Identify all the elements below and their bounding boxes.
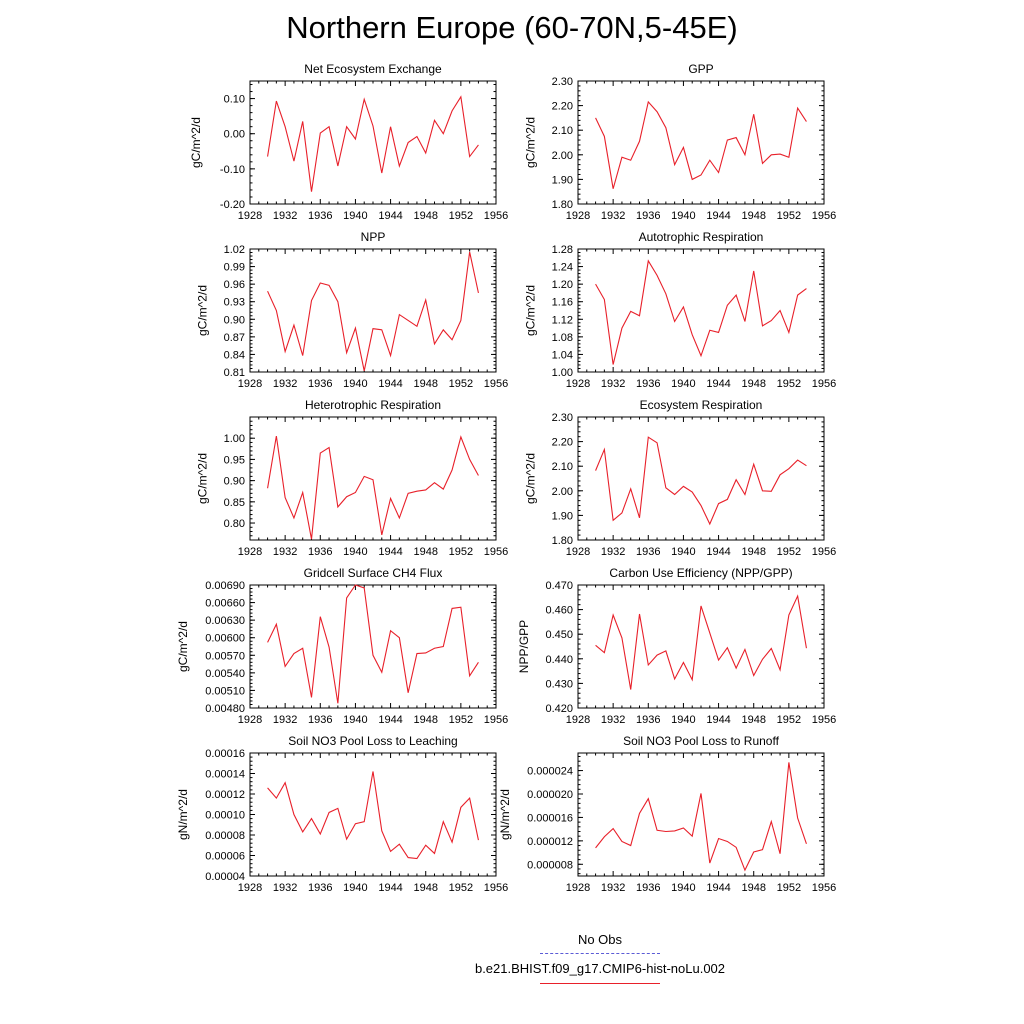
x-tick-label: 1932 (600, 882, 626, 894)
y-tick-label: 0.90 (223, 314, 245, 327)
y-axis-label: gC/m^2/d (176, 621, 191, 672)
y-tick-label: 1.00 (223, 433, 245, 446)
y-tick-label: 0.00600 (205, 632, 245, 645)
x-tick-label: 1952 (448, 546, 474, 558)
x-tick-label: 1956 (811, 882, 837, 894)
panel-title: Soil NO3 Pool Loss to Runoff (623, 734, 779, 748)
x-tick-label: 1936 (636, 882, 661, 894)
y-tick-label: 0.450 (545, 629, 573, 642)
x-tick-label: 1928 (565, 546, 591, 558)
x-tick-label: 1944 (706, 546, 731, 558)
x-tick-label: 1948 (413, 714, 438, 726)
x-tick-label: 1932 (272, 714, 298, 726)
x-tick-label: 1932 (272, 546, 298, 558)
x-tick-label: 1940 (343, 546, 368, 558)
x-tick-label: 1936 (308, 714, 333, 726)
y-tick-label: 0.84 (223, 349, 245, 362)
chart-panel-8 (517, 566, 836, 726)
y-axis-label: gC/m^2/d (523, 117, 538, 168)
x-tick-label: 1932 (600, 210, 626, 222)
x-tick-label: 1932 (600, 378, 626, 390)
legend-obs-line (540, 953, 660, 954)
x-tick-label: 1944 (706, 714, 731, 726)
y-tick-label: 0.000024 (527, 765, 573, 778)
x-tick-label: 1944 (378, 546, 403, 558)
y-tick-label: 0.00006 (205, 850, 245, 863)
y-tick-label: 0.440 (545, 653, 573, 666)
y-axis-label: gN/m^2/d (497, 789, 512, 840)
x-tick-label: 1956 (483, 714, 509, 726)
y-tick-label: 0.000008 (527, 859, 573, 872)
x-tick-label: 1956 (811, 546, 837, 558)
x-tick-label: 1928 (237, 210, 263, 222)
y-tick-label: 0.000012 (527, 835, 573, 848)
y-tick-label: 0.93 (223, 296, 245, 309)
x-tick-label: 1956 (483, 210, 509, 222)
chart-panel-7 (176, 566, 508, 726)
x-tick-label: 1948 (741, 714, 766, 726)
x-tick-label: 1940 (671, 378, 696, 390)
y-tick-label: 0.90 (223, 475, 245, 488)
y-tick-label: 2.10 (551, 125, 573, 138)
chart-panel-3 (195, 230, 508, 390)
x-tick-label: 1932 (600, 546, 626, 558)
y-tick-label: 1.80 (551, 199, 573, 211)
y-tick-label: 1.90 (551, 174, 573, 187)
panel-title: Soil NO3 Pool Loss to Leaching (288, 734, 458, 748)
y-tick-label: 0.460 (545, 604, 573, 617)
series-line (268, 771, 479, 858)
x-tick-label: 1944 (706, 882, 731, 894)
x-tick-label: 1928 (565, 378, 591, 390)
x-tick-label: 1936 (636, 714, 661, 726)
y-tick-label: 1.80 (551, 535, 573, 547)
y-tick-label: 1.28 (551, 244, 573, 256)
panel-title: Carbon Use Efficiency (NPP/GPP) (609, 566, 793, 580)
x-tick-label: 1952 (448, 714, 474, 726)
x-tick-label: 1952 (776, 882, 802, 894)
x-tick-label: 1952 (448, 882, 474, 894)
y-tick-label: 0.430 (545, 678, 573, 691)
y-tick-label: 0.80 (223, 518, 245, 531)
series-line (596, 102, 807, 189)
y-tick-label: 0.00690 (205, 580, 245, 592)
y-tick-label: 0.000020 (527, 789, 573, 801)
plot-frame (578, 81, 824, 204)
y-tick-label: 0.00570 (205, 650, 245, 663)
y-tick-label: 0.10 (223, 93, 245, 106)
y-tick-label: 2.00 (551, 485, 573, 498)
y-tick-label: 1.24 (551, 261, 573, 274)
x-tick-label: 1936 (636, 546, 661, 558)
x-tick-label: 1948 (741, 882, 766, 894)
x-tick-label: 1944 (378, 378, 403, 390)
y-tick-label: 2.00 (551, 149, 573, 162)
x-tick-label: 1948 (413, 378, 438, 390)
panel-title: Heterotrophic Respiration (304, 398, 442, 412)
y-tick-label: 0.470 (545, 580, 573, 592)
x-tick-label: 1956 (483, 378, 509, 390)
y-tick-label: 0.00660 (205, 597, 245, 610)
y-tick-label: 0.00480 (205, 703, 245, 715)
x-tick-label: 1952 (448, 378, 474, 390)
x-tick-label: 1936 (308, 546, 333, 558)
series-line (596, 596, 807, 689)
x-tick-label: 1928 (565, 714, 591, 726)
x-tick-label: 1940 (343, 882, 368, 894)
chart-panel-1 (189, 62, 508, 222)
y-tick-label: 0.81 (223, 367, 245, 379)
panel-title: Ecosystem Respiration (639, 398, 763, 412)
y-tick-label: 0.00010 (205, 809, 245, 822)
x-tick-label: 1928 (237, 546, 263, 558)
figure-title: Northern Europe (60-70N,5-45E) (286, 10, 738, 45)
x-tick-label: 1956 (811, 210, 837, 222)
y-tick-label: 0.000016 (527, 812, 573, 825)
x-tick-label: 1956 (811, 378, 837, 390)
x-tick-label: 1940 (671, 210, 696, 222)
x-tick-label: 1940 (671, 714, 696, 726)
x-tick-label: 1932 (272, 378, 298, 390)
y-tick-label: 0.00016 (205, 748, 245, 760)
x-tick-label: 1944 (706, 378, 731, 390)
x-tick-label: 1952 (776, 210, 802, 222)
y-tick-label: 2.30 (551, 76, 573, 88)
plot-frame (578, 753, 824, 876)
x-tick-label: 1932 (600, 714, 626, 726)
plot-frame (250, 249, 496, 372)
y-tick-label: 1.16 (551, 296, 573, 309)
y-axis-label: gC/m^2/d (195, 285, 210, 336)
x-tick-label: 1956 (811, 714, 837, 726)
plot-frame (250, 417, 496, 540)
x-tick-label: 1928 (237, 378, 263, 390)
series-line (596, 261, 807, 365)
y-tick-label: 0.00008 (205, 830, 245, 842)
y-axis-label: gC/m^2/d (195, 453, 210, 504)
x-tick-label: 1940 (343, 210, 368, 222)
y-tick-label: 0.99 (223, 261, 245, 274)
x-tick-label: 1952 (776, 546, 802, 558)
chart-panel-2 (523, 62, 836, 222)
x-tick-label: 1936 (308, 210, 333, 222)
panel-title: Autotrophic Respiration (638, 230, 764, 244)
x-tick-label: 1948 (741, 378, 766, 390)
chart-panel-10 (498, 734, 836, 894)
x-tick-label: 1940 (671, 546, 696, 558)
chart-panel-4 (523, 230, 836, 390)
y-tick-label: 1.08 (551, 331, 573, 344)
x-tick-label: 1932 (272, 882, 298, 894)
plot-frame (250, 585, 496, 708)
y-tick-label: 2.30 (551, 412, 573, 424)
y-tick-label: 1.00 (551, 367, 573, 379)
y-tick-label: 1.20 (551, 279, 573, 292)
x-tick-label: 1936 (308, 882, 333, 894)
x-tick-label: 1928 (237, 714, 263, 726)
y-tick-label: 0.00510 (205, 685, 245, 698)
y-axis-label: gN/m^2/d (176, 789, 191, 840)
legend-model-label: b.e21.BHIST.f09_g17.CMIP6-hist-noLu.002 (474, 961, 726, 976)
x-tick-label: 1952 (776, 378, 802, 390)
y-tick-label: -0.20 (219, 199, 245, 211)
y-tick-label: 0.00014 (205, 768, 245, 781)
x-tick-label: 1940 (343, 378, 368, 390)
y-tick-label: 0.85 (223, 496, 245, 509)
series-line (268, 97, 479, 192)
series-line (268, 252, 479, 371)
y-tick-label: 1.02 (223, 244, 245, 256)
y-tick-label: 2.20 (551, 436, 573, 449)
x-tick-label: 1928 (237, 882, 263, 894)
x-tick-label: 1932 (272, 210, 298, 222)
y-axis-label: gC/m^2/d (189, 117, 203, 168)
x-tick-label: 1948 (413, 546, 438, 558)
x-tick-label: 1948 (413, 882, 438, 894)
y-tick-label: 1.90 (551, 510, 573, 523)
x-tick-label: 1936 (636, 378, 661, 390)
x-tick-label: 1940 (343, 714, 368, 726)
plot-frame (578, 417, 824, 540)
chart-panel-5 (195, 398, 508, 558)
x-tick-label: 1940 (671, 882, 696, 894)
x-tick-label: 1936 (308, 378, 333, 390)
y-tick-label: 0.95 (223, 454, 245, 467)
x-tick-label: 1948 (741, 210, 766, 222)
panel-title: NPP (360, 230, 386, 244)
series-line (596, 437, 807, 524)
x-tick-label: 1944 (378, 210, 403, 222)
x-tick-label: 1952 (776, 714, 802, 726)
legend-obs-label: No Obs (577, 932, 623, 947)
legend-model-line (540, 983, 660, 984)
series-line (268, 436, 479, 539)
y-axis-label: gC/m^2/d (523, 285, 538, 336)
x-tick-label: 1944 (378, 714, 403, 726)
x-tick-label: 1948 (741, 546, 766, 558)
y-tick-label: 0.96 (223, 279, 245, 292)
series-line (596, 762, 807, 870)
y-tick-label: 0.00 (223, 128, 245, 141)
x-tick-label: 1956 (483, 546, 509, 558)
y-tick-label: 0.420 (545, 703, 573, 715)
series-line (268, 585, 479, 703)
x-tick-label: 1956 (483, 882, 509, 894)
y-tick-label: -0.10 (219, 163, 245, 176)
x-tick-label: 1936 (636, 210, 661, 222)
x-tick-label: 1948 (413, 210, 438, 222)
y-tick-label: 2.20 (551, 100, 573, 113)
plot-frame (578, 249, 824, 372)
x-tick-label: 1952 (448, 210, 474, 222)
panel-title: GPP (688, 62, 714, 76)
chart-panel-6 (523, 398, 836, 558)
x-tick-label: 1928 (565, 882, 591, 894)
y-tick-label: 2.10 (551, 461, 573, 474)
y-tick-label: 0.00630 (205, 615, 245, 628)
y-tick-label: 1.12 (551, 314, 573, 327)
y-tick-label: 0.00012 (205, 789, 245, 801)
y-tick-label: 0.00004 (205, 871, 245, 883)
y-tick-label: 0.00540 (205, 667, 245, 680)
x-tick-label: 1944 (378, 882, 403, 894)
y-axis-label: gC/m^2/d (523, 453, 538, 504)
x-tick-label: 1944 (706, 210, 731, 222)
y-tick-label: 1.04 (551, 349, 573, 362)
y-tick-label: 0.87 (223, 331, 245, 344)
chart-panel-9 (176, 734, 508, 894)
panel-title: Gridcell Surface CH4 Flux (303, 566, 443, 580)
plot-frame (578, 585, 824, 708)
x-tick-label: 1928 (565, 210, 591, 222)
panel-title: Net Ecosystem Exchange (304, 62, 442, 76)
y-axis-label: NPP/GPP (517, 619, 531, 674)
